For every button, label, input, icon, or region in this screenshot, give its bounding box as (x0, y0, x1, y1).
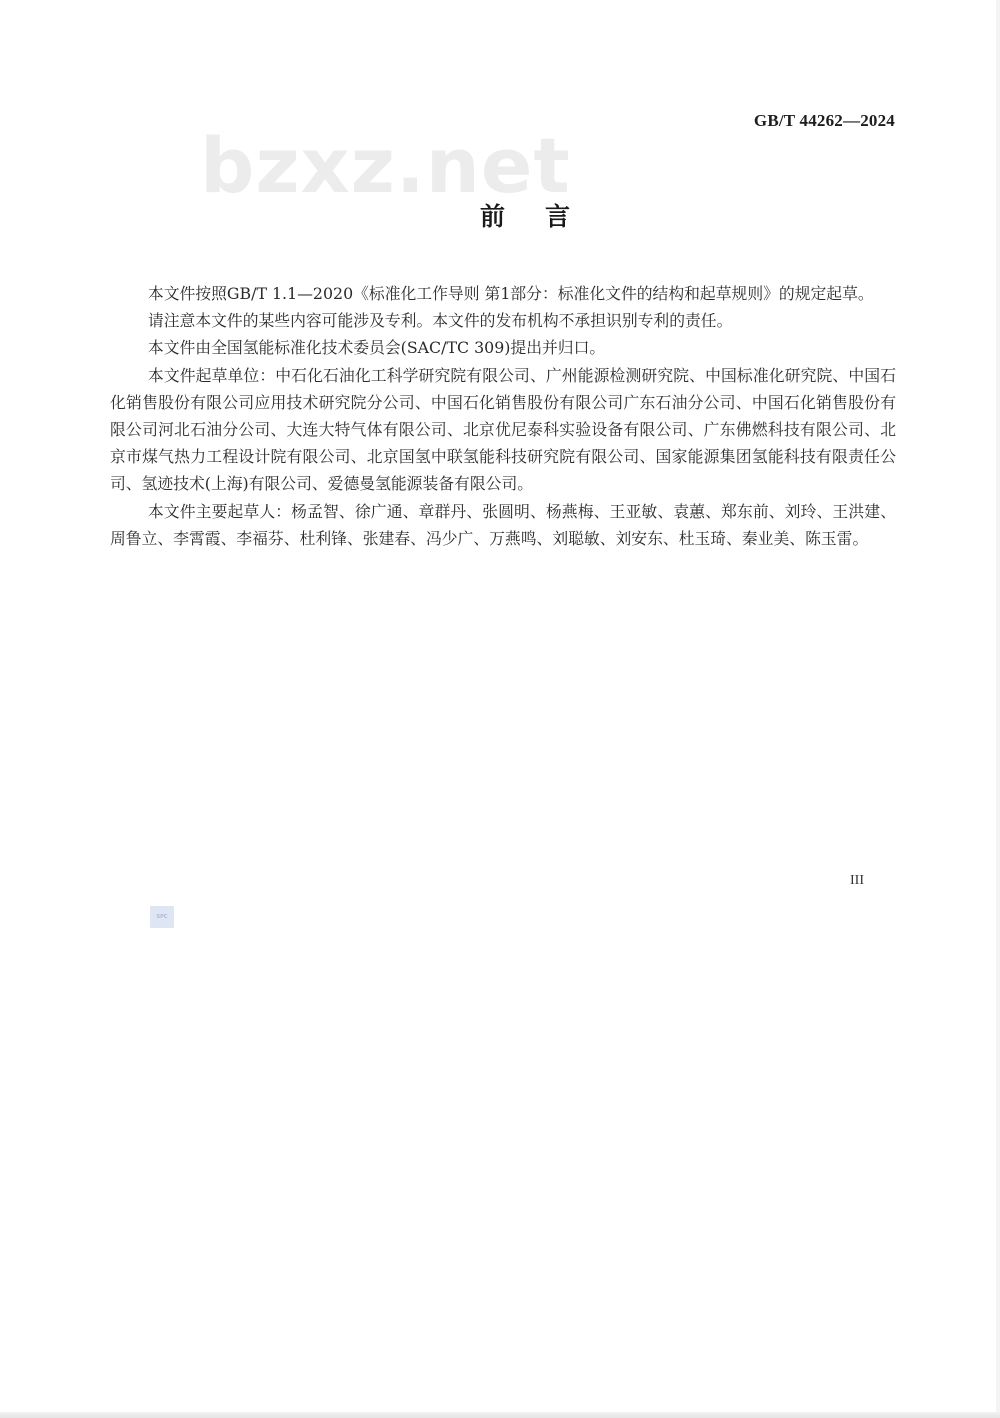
stamp-logo-text: SPC (156, 914, 168, 920)
foreword-body (110, 280, 896, 552)
standard-code: GB/T 44262—2024 (753, 111, 895, 130)
stamp-logo-icon (150, 906, 174, 928)
paragraph-patent-notice: 请注意本文件的某些内容可能涉及专利。本文件的发布机构不承担识别专利的责任。 (147, 311, 733, 331)
page-title: 前言 (480, 202, 611, 231)
page-edge-right (996, 0, 1000, 1418)
paragraph-drafters: 本文件主要起草人：杨孟智、徐广通、章群丹、张圆明、杨燕梅、王亚敏、袁蕙、郑东前、刘玲、王洪建、周鲁立、李霄霞、李福芬、杜利锋、张建春、冯少广、万燕鸣、刘聪敏、刘安东、杜玉琦、秦业美、陈玉雷。 (110, 501, 896, 548)
paragraph-proposer: 本文件由全国氢能标准化技术委员会(SAC/TC 309)提出并归口。 (147, 338, 606, 358)
paragraph-drafting-rules: 本文件按照GB/T 1.1—2020《标准化工作导则 第1部分：标准化文件的结构和起草规则》的规定起草。 (147, 284, 874, 303)
page-edge-bottom (0, 1412, 1000, 1418)
page-number: III (850, 873, 864, 888)
paragraph-drafting-units: 本文件起草单位：中石化石油化工科学研究院有限公司、广州能源检测研究院、中国标准化研究院、中国石化销售股份有限公司应用技术研究院分公司、中国石化销售股份有限公司广东石油分公司、中国石化销售股份有限公司河北石油分公司、大连大特气体有限公司、北京优尼泰科实验设备有限公司、广东佛燃科技有限公司、北京市煤气热力工程设计院有限公司、北京国氢中联氢能科技研究院有限公司、国家能源集团氢能科技有限责任公司、氢迹技术(上海)有限公司、爱德曼氢能源装备有限公司。 (110, 365, 896, 494)
watermark: bzxz.net (200, 121, 571, 210)
